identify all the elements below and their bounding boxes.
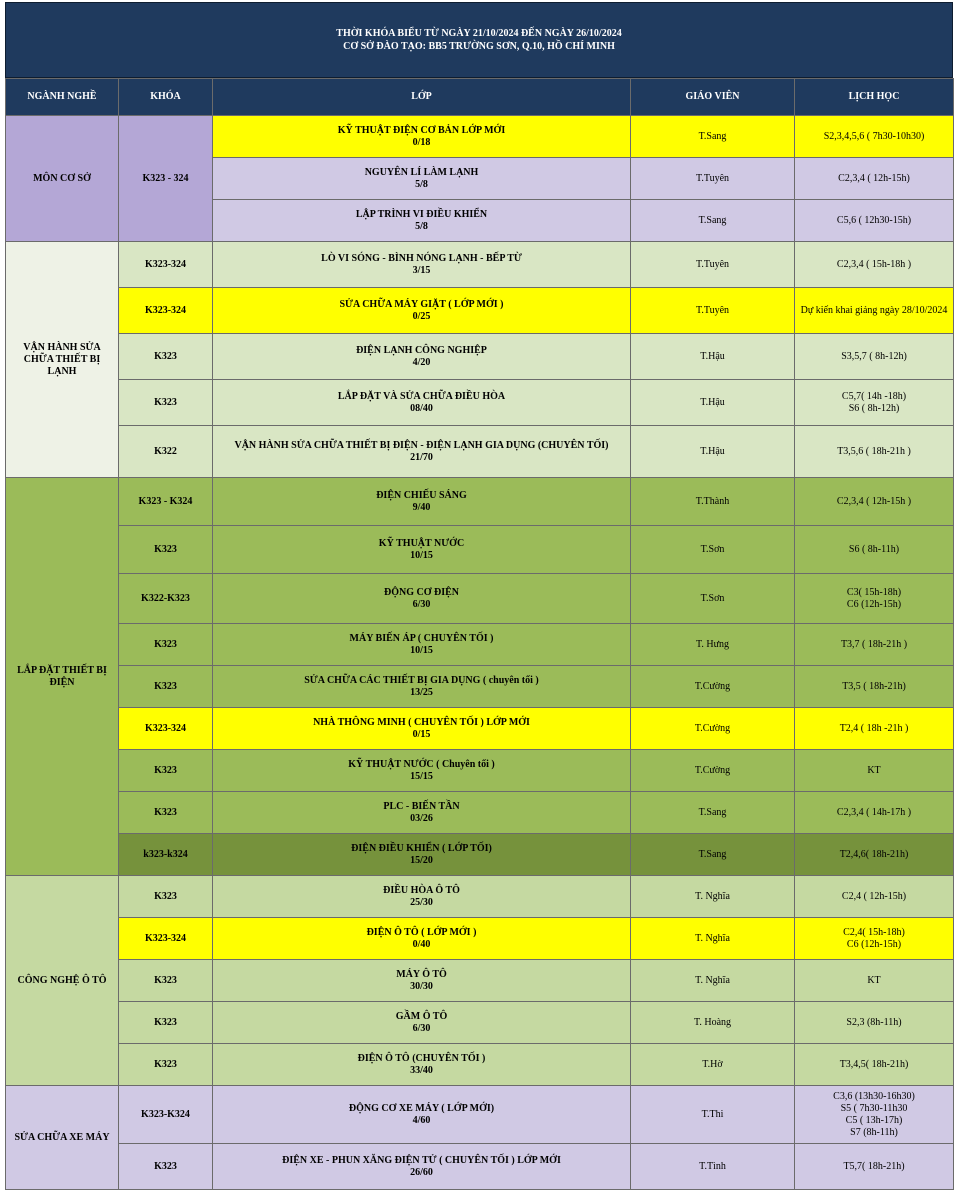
lop-enrollment: 15/20 xyxy=(410,854,433,866)
lop-cell xyxy=(213,1086,631,1144)
khoa-cell: K323 xyxy=(119,666,213,708)
lop-enrollment: 25/30 xyxy=(410,896,433,908)
header-row xyxy=(6,79,954,116)
lop-cell xyxy=(213,960,631,1002)
lich-hoc-line: C3( 15h-18h) xyxy=(846,586,902,598)
table-row xyxy=(6,624,954,666)
lop-name: SỬA CHỮA CÁC THIẾT BỊ GIA DỤNG ( chuyên tối ) xyxy=(304,674,539,686)
lich-hoc-line: T3,5,6 ( 18h-21h ) xyxy=(837,445,911,457)
nganh-cell: LẮP ĐẶT THIẾT BỊ ĐIỆN xyxy=(6,478,119,876)
table-row xyxy=(6,666,954,708)
giao-vien-cell: T.Cường xyxy=(631,708,795,750)
lich-hoc-line: C2,4( 15h-18h) xyxy=(843,926,905,938)
khoa-cell: K323-K324 xyxy=(119,1086,213,1144)
khoa-cell: K323 xyxy=(119,380,213,426)
khoa-cell: K323-324 xyxy=(119,288,213,334)
lop-name: ĐIỆN LẠNH CÔNG NGHIỆP xyxy=(356,344,487,356)
khoa-cell: K323 - K324 xyxy=(119,478,213,526)
lop-cell xyxy=(213,574,631,624)
lich-hoc-cell xyxy=(795,708,954,750)
lich-hoc-line: C5,7( 14h -18h) xyxy=(841,390,907,402)
lop-enrollment: 0/25 xyxy=(412,310,431,322)
table-row xyxy=(6,750,954,792)
lich-hoc-cell xyxy=(795,288,954,334)
giao-vien-cell: T.Hậu xyxy=(631,380,795,426)
khoa-cell: K323 xyxy=(119,750,213,792)
lop-name: SỬA CHỮA MÁY GIẶT ( LỚP MỚI ) xyxy=(339,298,504,310)
lop-name: NHÀ THÔNG MINH ( CHUYÊN TỐI ) LỚP MỚI xyxy=(313,716,530,728)
table-row xyxy=(6,526,954,574)
title-line-1: THỜI KHÓA BIỂU TỪ NGÀY 21/10/2024 ĐẾN NGÀY 26/10/2024 xyxy=(336,28,622,39)
giao-vien-cell: T.Tuyên xyxy=(631,242,795,288)
giao-vien-cell: T. Nghĩa xyxy=(631,918,795,960)
lich-hoc-line: S6 ( 8h-11h) xyxy=(848,543,900,555)
giao-vien-cell: T. Hưng xyxy=(631,624,795,666)
lich-hoc-line: T3,7 ( 18h-21h ) xyxy=(840,638,908,650)
lich-hoc-line: C2,3,4 ( 12h-15h ) xyxy=(836,495,912,507)
lop-enrollment: 30/30 xyxy=(410,980,433,992)
lich-hoc-line: C2,3,4 ( 12h-15h) xyxy=(838,172,910,184)
lop-name: VẬN HÀNH SỬA CHỮA THIẾT BỊ ĐIỆN - ĐIỆN LẠNH GIA DỤNG (CHUYÊN TỐI) xyxy=(234,439,609,451)
lop-enrollment: 10/15 xyxy=(410,549,433,561)
lop-enrollment: 3/15 xyxy=(412,264,431,276)
lich-hoc-line: C2,3,4 ( 15h-18h ) xyxy=(836,258,912,270)
giao-vien-cell: T.Sơn xyxy=(631,574,795,624)
table-row xyxy=(6,574,954,624)
lich-hoc-line: S6 ( 8h-12h) xyxy=(848,402,900,414)
lop-name: MÁY BIẾN ÁP ( CHUYÊN TỐI ) xyxy=(349,632,494,644)
khoa-cell: K322-K323 xyxy=(119,574,213,624)
lich-hoc-line: C5 ( 13h-17h) xyxy=(845,1114,903,1126)
table-row xyxy=(6,876,954,918)
lop-cell xyxy=(213,200,631,242)
lop-cell xyxy=(213,792,631,834)
lop-enrollment: 5/8 xyxy=(415,220,428,232)
title-line-2: CƠ SỞ ĐÀO TẠO: BB5 TRƯỜNG SƠN, Q.10, HỒ CHÍ MINH xyxy=(343,41,615,52)
khoa-cell: K323 xyxy=(119,624,213,666)
lich-hoc-cell xyxy=(795,918,954,960)
lich-hoc-line: KT xyxy=(867,764,881,776)
nganh-cell: MÔN CƠ SỞ xyxy=(6,116,119,242)
nganh-cell: SỬA CHỮA XE MÁY xyxy=(6,1086,119,1190)
lop-name: ĐIỆN XE - PHUN XĂNG ĐIỆN TỬ ( CHUYÊN TỐI ) LỚP MỚI xyxy=(282,1154,561,1166)
lich-hoc-line: C6 (12h-15h) xyxy=(846,938,902,950)
lop-enrollment: 10/15 xyxy=(410,644,433,656)
khoa-cell: K323 xyxy=(119,1002,213,1044)
table-row xyxy=(6,1144,954,1190)
giao-vien-cell: T.Sang xyxy=(631,792,795,834)
lop-name: LẮP ĐẶT VÀ SỬA CHỮA ĐIỀU HÒA xyxy=(337,390,506,402)
nganh-cell: VẬN HÀNH SỬA CHỮA THIẾT BỊ LẠNH xyxy=(6,242,119,478)
lich-hoc-cell xyxy=(795,666,954,708)
lop-cell xyxy=(213,288,631,334)
lich-hoc-cell xyxy=(795,1044,954,1086)
lop-enrollment: 4/60 xyxy=(412,1114,431,1126)
lop-name: ĐIỆN CHIẾU SÁNG xyxy=(376,489,467,501)
giao-vien-cell: T.Cường xyxy=(631,666,795,708)
lop-name: NGUYÊN LÍ LÀM LẠNH xyxy=(364,166,479,178)
lich-hoc-cell xyxy=(795,380,954,426)
giao-vien-cell: T.Thi xyxy=(631,1086,795,1144)
lich-hoc-cell xyxy=(795,242,954,288)
khoa-cell: K323 xyxy=(119,960,213,1002)
lich-hoc-line: S3,5,7 ( 8h-12h) xyxy=(841,350,907,362)
lop-cell xyxy=(213,334,631,380)
lich-hoc-line: C2,3,4 ( 14h-17h ) xyxy=(836,806,912,818)
lop-name: PLC - BIẾN TẦN xyxy=(383,800,460,812)
lop-enrollment: 0/40 xyxy=(412,938,431,950)
lop-cell xyxy=(213,1144,631,1190)
lop-enrollment: 03/26 xyxy=(410,812,433,824)
table-row xyxy=(6,288,954,334)
lich-hoc-line: C3,6 (13h30-16h30) xyxy=(833,1090,915,1102)
lich-hoc-cell xyxy=(795,526,954,574)
lich-hoc-cell xyxy=(795,1144,954,1190)
lich-hoc-cell xyxy=(795,426,954,478)
lop-enrollment: 9/40 xyxy=(412,501,431,513)
lich-hoc-cell xyxy=(795,792,954,834)
lich-hoc-line: S2,3,4,5,6 ( 7h30-10h30) xyxy=(823,130,925,142)
giao-vien-cell: T.Sang xyxy=(631,834,795,876)
lop-name: ĐIỀU HÒA Ô TÔ xyxy=(383,884,460,896)
khoa-cell: K323-324 xyxy=(119,918,213,960)
lop-name: ĐIỆN Ô TÔ (CHUYÊN TỐI ) xyxy=(357,1052,486,1064)
lop-enrollment: 6/30 xyxy=(412,1022,431,1034)
lop-cell xyxy=(213,478,631,526)
lich-hoc-line: C6 (12h-15h) xyxy=(846,598,902,610)
lop-enrollment: 4/20 xyxy=(412,356,431,368)
lich-hoc-cell xyxy=(795,624,954,666)
lop-cell xyxy=(213,1044,631,1086)
table-row xyxy=(6,1086,954,1144)
lop-cell xyxy=(213,750,631,792)
giao-vien-cell: T.Tình xyxy=(631,1144,795,1190)
giao-vien-cell: T.Tuyên xyxy=(631,288,795,334)
table-row xyxy=(6,834,954,876)
khoa-cell: K323 xyxy=(119,876,213,918)
lich-hoc-line: T3,5 ( 18h-21h) xyxy=(842,680,906,692)
khoa-cell: k323-k324 xyxy=(119,834,213,876)
lop-enrollment: 13/25 xyxy=(410,686,433,698)
lop-name: ĐIỆN ĐIỀU KHIỂN ( LỚP TỐI) xyxy=(351,842,492,854)
lop-cell xyxy=(213,624,631,666)
lop-name: KỸ THUẬT NƯỚC ( Chuyên tối ) xyxy=(348,758,495,770)
header-khoa: KHÓA xyxy=(119,79,213,116)
lich-hoc-cell xyxy=(795,478,954,526)
khoa-cell: K323-324 xyxy=(119,242,213,288)
giao-vien-cell: T.Thành xyxy=(631,478,795,526)
lich-hoc-line: S7 (8h-11h) xyxy=(850,1126,898,1138)
lop-name: KỸ THUẬT NƯỚC xyxy=(378,537,465,549)
lop-enrollment: 6/30 xyxy=(412,598,431,610)
lich-hoc-line: S2,3 (8h-11h) xyxy=(846,1016,902,1028)
lop-cell xyxy=(213,834,631,876)
giao-vien-cell: T.Sang xyxy=(631,200,795,242)
lich-hoc-line: S5 ( 7h30-11h30 xyxy=(840,1102,908,1114)
lich-hoc-cell xyxy=(795,876,954,918)
lop-cell xyxy=(213,158,631,200)
lich-hoc-cell xyxy=(795,158,954,200)
nganh-cell: CÔNG NGHỆ Ô TÔ xyxy=(6,876,119,1086)
giao-vien-cell: T.Hậu xyxy=(631,426,795,478)
giao-vien-cell: T. Nghĩa xyxy=(631,960,795,1002)
khoa-cell: K323 xyxy=(119,1144,213,1190)
lop-cell xyxy=(213,380,631,426)
lop-name: ĐIỆN Ô TÔ ( LỚP MỚI ) xyxy=(366,926,477,938)
khoa-cell: K323 xyxy=(119,334,213,380)
lich-hoc-cell xyxy=(795,750,954,792)
lop-cell xyxy=(213,666,631,708)
schedule-table xyxy=(5,78,954,1190)
lich-hoc-line: KT xyxy=(867,974,881,986)
table-row xyxy=(6,380,954,426)
lich-hoc-line: C5,6 ( 12h30-15h) xyxy=(836,214,912,226)
lich-hoc-cell xyxy=(795,1086,954,1144)
lop-enrollment: 08/40 xyxy=(410,402,433,414)
schedule-body xyxy=(6,116,954,1190)
lop-name: ĐỘNG CƠ XE MÁY ( LỚP MỚI) xyxy=(348,1102,495,1114)
khoa-cell: K323 xyxy=(119,1044,213,1086)
title-banner xyxy=(5,2,953,78)
lich-hoc-cell xyxy=(795,334,954,380)
khoa-cell: K323-324 xyxy=(119,708,213,750)
lop-cell xyxy=(213,1002,631,1044)
lich-hoc-cell xyxy=(795,1002,954,1044)
table-row xyxy=(6,1044,954,1086)
table-row xyxy=(6,478,954,526)
lop-name: ĐỘNG CƠ ĐIỆN xyxy=(383,586,459,598)
khoa-cell: K323 - 324 xyxy=(119,116,213,242)
giao-vien-cell: T. Nghĩa xyxy=(631,876,795,918)
giao-vien-cell: T.Hậu xyxy=(631,334,795,380)
lop-name: LÒ VI SÓNG - BÌNH NÓNG LẠNH - BẾP TỪ xyxy=(321,252,522,264)
lop-enrollment: 5/8 xyxy=(415,178,428,190)
lop-cell xyxy=(213,242,631,288)
lop-name: KỸ THUẬT ĐIỆN CƠ BẢN LỚP MỚI xyxy=(337,124,506,136)
lop-name: GẦM Ô TÔ xyxy=(395,1010,448,1022)
lich-hoc-line: C2,4 ( 12h-15h) xyxy=(841,890,907,902)
lich-hoc-cell xyxy=(795,834,954,876)
table-row xyxy=(6,116,954,158)
lop-enrollment: 0/15 xyxy=(412,728,431,740)
giao-vien-cell: T.Sơn xyxy=(631,526,795,574)
lop-cell xyxy=(213,116,631,158)
giao-vien-cell: T.Tuyên xyxy=(631,158,795,200)
table-row xyxy=(6,426,954,478)
lich-hoc-line: T5,7( 18h-21h) xyxy=(843,1160,905,1172)
lich-hoc-cell xyxy=(795,960,954,1002)
lich-hoc-line: T2,4,6( 18h-21h) xyxy=(839,848,909,860)
lop-enrollment: 33/40 xyxy=(410,1064,433,1076)
lop-cell xyxy=(213,918,631,960)
lich-hoc-line: T2,4 ( 18h -21h ) xyxy=(839,722,909,734)
lich-hoc-cell xyxy=(795,200,954,242)
lich-hoc-line: Dự kiến khai giảng ngày 28/10/2024 xyxy=(800,304,948,316)
table-row xyxy=(6,918,954,960)
table-row xyxy=(6,1002,954,1044)
giao-vien-cell: T.Cường xyxy=(631,750,795,792)
khoa-cell: K323 xyxy=(119,526,213,574)
header-lop: LỚP xyxy=(213,79,631,116)
lich-hoc-cell xyxy=(795,116,954,158)
header-nganh: NGÀNH NGHỀ xyxy=(6,79,119,116)
lich-hoc-cell xyxy=(795,574,954,624)
giao-vien-cell: T. Hoàng xyxy=(631,1002,795,1044)
table-row xyxy=(6,960,954,1002)
table-row xyxy=(6,708,954,750)
lop-name: LẬP TRÌNH VI ĐIỀU KHIỂN xyxy=(355,208,488,220)
lop-enrollment: 26/60 xyxy=(410,1166,433,1178)
lop-cell xyxy=(213,708,631,750)
lop-name: MÁY Ô TÔ xyxy=(396,968,447,980)
khoa-cell: K323 xyxy=(119,792,213,834)
lop-enrollment: 21/70 xyxy=(410,451,433,463)
lop-cell xyxy=(213,876,631,918)
lop-enrollment: 15/15 xyxy=(410,770,433,782)
lop-cell xyxy=(213,426,631,478)
lich-hoc-line: T3,4,5( 18h-21h) xyxy=(839,1058,909,1070)
giao-vien-cell: T.Sang xyxy=(631,116,795,158)
giao-vien-cell: T.Hờ xyxy=(631,1044,795,1086)
header-lich-hoc: LỊCH HỌC xyxy=(795,79,954,116)
table-row xyxy=(6,334,954,380)
header-giao-vien: GIÁO VIÊN xyxy=(631,79,795,116)
table-row xyxy=(6,242,954,288)
table-row xyxy=(6,792,954,834)
khoa-cell: K322 xyxy=(119,426,213,478)
lop-enrollment: 0/18 xyxy=(412,136,431,148)
lop-cell xyxy=(213,526,631,574)
